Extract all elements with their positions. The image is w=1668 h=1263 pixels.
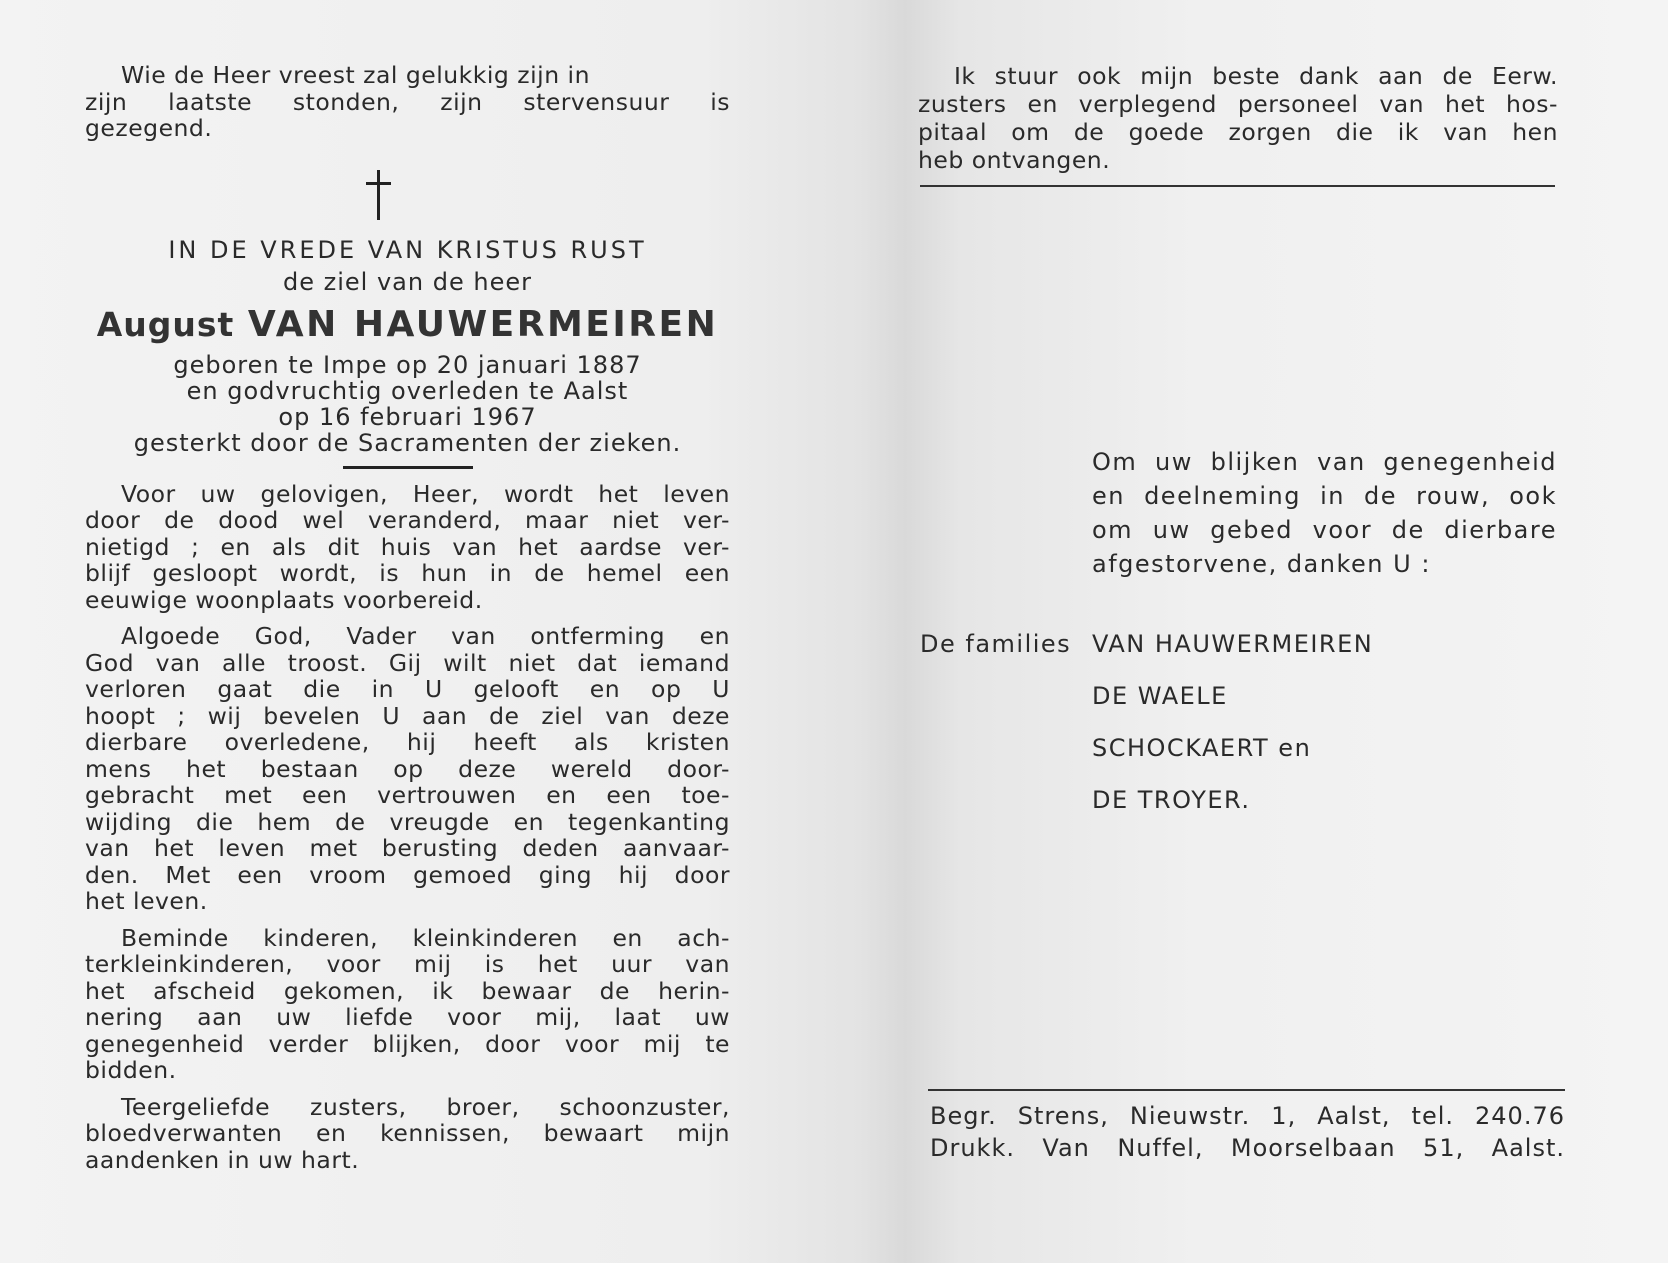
hospital-thanks: [918, 62, 1558, 174]
left-page: [85, 62, 730, 1173]
printer-info: [930, 1100, 1565, 1164]
text-line: hoopt ; wij bevelen U aan de ziel van deze: [85, 701, 730, 730]
text-line: mens het bestaan op deze wereld door-: [85, 754, 730, 783]
text-line: genegenheid verder blijken, door voor mij te: [85, 1029, 730, 1058]
dates-block: [85, 352, 730, 456]
text-line: Begr. Strens, Nieuwstr. 1, Aalst, tel. 240.76: [930, 1102, 1565, 1130]
text-line: Beminde kinderen, kleinkinderen en ach-: [121, 923, 730, 952]
cross-icon: [358, 170, 398, 220]
text-line: het afscheid gekomen, ik bewaar de herin-: [85, 976, 730, 1005]
family-name: SCHOCKAERT en: [1092, 734, 1312, 762]
text-line: aandenken in uw hart.: [85, 1145, 360, 1174]
text-line: om uw gebed voor de dierbare: [1092, 516, 1557, 544]
paragraph-3: [85, 925, 730, 1084]
thanks-block: [1092, 445, 1557, 581]
text-line: Voor uw gelovigen, Heer, wordt het leven: [121, 479, 730, 508]
top-rule: [920, 185, 1555, 187]
text-line: God van alle troost. Gij wilt niet dat iemand: [85, 648, 730, 677]
motto-line: Wie de Heer vreest zal gelukkig zijn in: [121, 61, 590, 89]
text-line: Om uw blijken van genegenheid: [1092, 448, 1557, 476]
date-line: en godvruchtig overleden te Aalst: [186, 376, 629, 405]
bottom-rule: [928, 1089, 1565, 1091]
text-line: dierbare overledene, hij heeft als kristen: [85, 728, 730, 756]
deceased-name: [85, 302, 730, 348]
text-line: het leven.: [85, 887, 208, 915]
text-line: zusters en verplegend personeel van het hos-: [918, 90, 1558, 118]
text-line: Drukk. Van Nuffel, Moorselbaan 51, Aalst.: [930, 1134, 1565, 1162]
divider: [343, 466, 473, 469]
text-line: bloedverwanten en kennissen, bewaart mijn: [85, 1119, 730, 1147]
motto: [49, 62, 730, 142]
family-name: DE TROYER.: [1092, 786, 1251, 814]
text-line: nietigd ; en als dit huis van het aardse ver-: [85, 532, 730, 561]
text-line: Algoede God, Vader van ontferming en: [121, 622, 730, 650]
text-line: nering aan uw liefde voor mij, laat uw: [85, 1003, 730, 1031]
date-line: gesterkt door de Sacramenten der zieken.: [133, 428, 682, 457]
last-name: VAN HAUWERMEIREN: [247, 303, 719, 345]
text-line: wijding die hem de vreugde en tegenkanting: [85, 807, 730, 836]
text-line: door de dood wel veranderd, maar niet ver-: [85, 506, 730, 534]
text-line: blijf gesloopt wordt, is hun in de hemel een: [85, 559, 730, 587]
paragraph-2: [85, 623, 730, 915]
hospital-thanks-text: [918, 62, 1558, 174]
text-line: den. Met een vroom gemoed ging hij door: [85, 860, 730, 889]
first-name: August: [96, 304, 235, 344]
text-line: verloren gaat die in U gelooft en op U: [85, 675, 730, 703]
family-name: VAN HAUWERMEIREN: [1092, 630, 1374, 658]
motto-line: zijn laatste stonden, zijn stervensuur is: [85, 87, 730, 116]
text-line: heb ontvangen.: [918, 146, 1111, 174]
text-line: en deelneming in de rouw, ook: [1092, 482, 1557, 510]
paragraph-1: [85, 481, 730, 614]
text-line: Teergeliefde zusters, broer, schoonzuster,: [121, 1092, 730, 1121]
date-line: geboren te Impe op 20 januari 1887: [173, 350, 642, 379]
text-line: eeuwige woonplaats voorbereid.: [85, 585, 483, 614]
text-line: van het leven met berusting deden aanvaar-: [85, 834, 730, 862]
heading-sub: de ziel van de heer: [283, 267, 532, 296]
motto-line: gezegend.: [85, 114, 213, 142]
family-name: DE WAELE: [1092, 682, 1228, 710]
text-line: afgestorvene, danken U :: [1092, 550, 1431, 578]
heading-caps: IN DE VREDE VAN KRISTUS RUST: [168, 235, 647, 264]
text-line: pitaal om de goede zorgen die ik van hen: [918, 118, 1558, 146]
paragraph-4: [85, 1094, 730, 1174]
text-line: terkleinkinderen, voor mij is het uur van: [85, 950, 730, 978]
text-line: Ik stuur ook mijn beste dank aan de Eerw.: [954, 62, 1558, 90]
text-line: bidden.: [85, 1056, 177, 1084]
families-label: De families: [920, 630, 1072, 658]
text-line: gebracht met een vertrouwen en een toe-: [85, 781, 730, 809]
date-line: op 16 februari 1967: [278, 402, 537, 431]
